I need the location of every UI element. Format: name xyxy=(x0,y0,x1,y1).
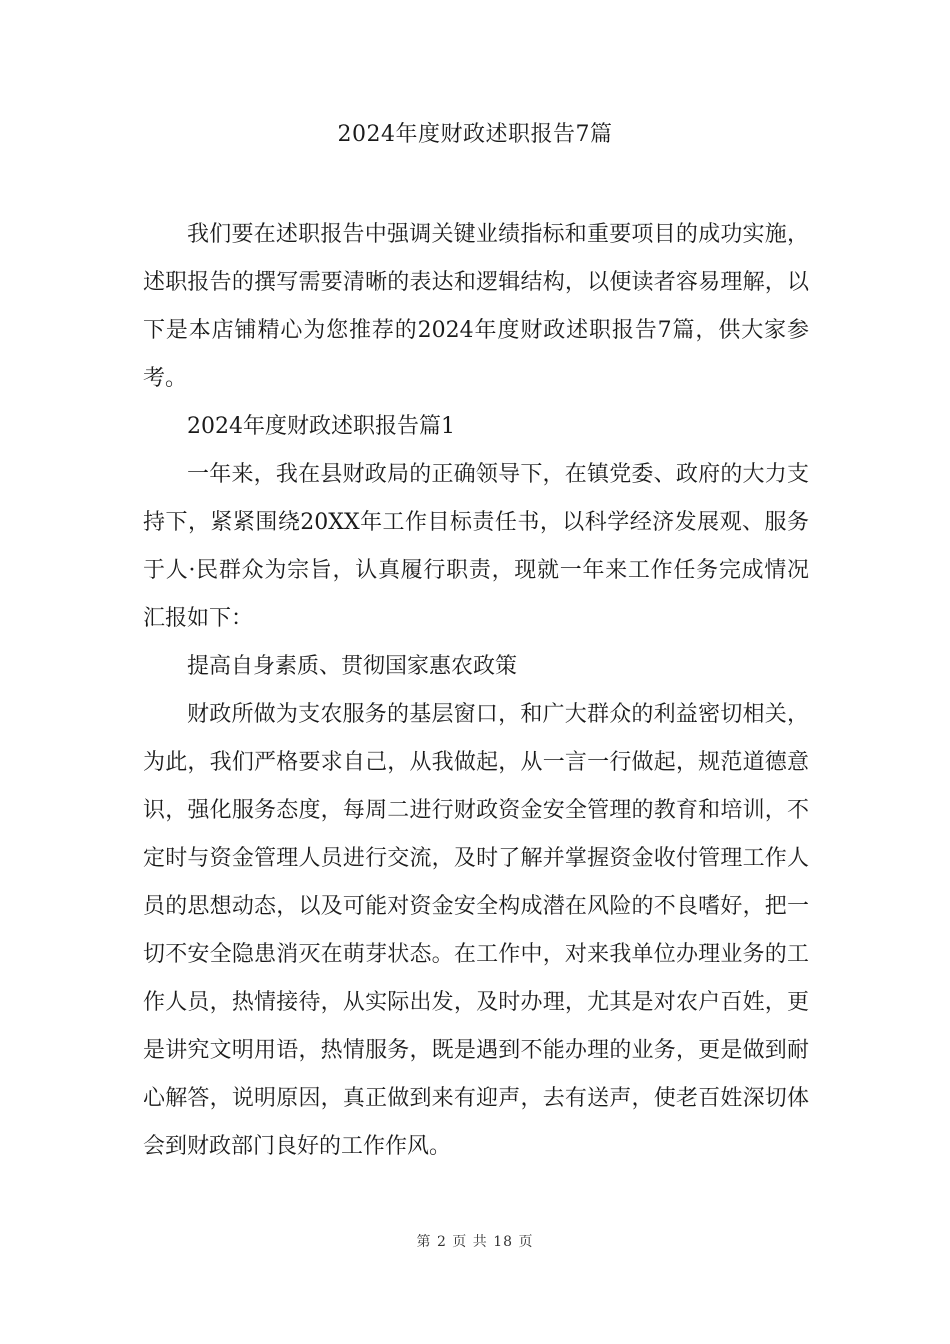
intro-paragraph: 我们要在述职报告中强调关键业绩指标和重要项目的成功实施，述职报告的撰写需要清晰的表达和逻辑结构，以便读者容易理解，以下是本店铺精心为您推荐的2024年度财政述职报告7篇，供大家参考。 xyxy=(143,222,809,391)
page-number-footer: 第 2 页 共 18 页 xyxy=(416,1234,534,1250)
section-heading: 2024年度财政述职报告篇1 xyxy=(187,414,455,439)
subsection-heading: 提高自身素质、贯彻国家惠农政策 xyxy=(187,654,518,679)
document-body xyxy=(143,211,809,1171)
body-paragraph: 一年来，我在县财政局的正确领导下，在镇党委、政府的大力支持下，紧紧围绕20XX年工作目标责任书，以科学经济发展观、服务于人·民群众为宗旨，认真履行职责，现就一年来工作任务完成情况汇报如下： xyxy=(143,462,809,631)
body-paragraph: 财政所做为支农服务的基层窗口，和广大群众的利益密切相关，为此，我们严格要求自己，从我做起，从一言一行做起，规范道德意识，强化服务态度，每周二进行财政资金安全管理的教育和培训，不定时与资金管理人员进行交流，及时了解并掌握资金收付管理工作人员的思想动态，以及可能对资金安全构成潜在风险的不良嗜好，把一切不安全隐患消灭在萌芽状态。在工作中，对来我单位办理业务的工作人员，热情接待，从实际出发，及时办理，尤其是对农户百姓，更是讲究文明用语，热情服务，既是遇到不能办理的业务，更是做到耐心解答，说明原因，真正做到来有迎声，去有送声，使老百姓深切体会到财政部门良好的工作作风。 xyxy=(143,702,809,1159)
document-title: 2024年度财政述职报告7篇 xyxy=(337,122,613,147)
